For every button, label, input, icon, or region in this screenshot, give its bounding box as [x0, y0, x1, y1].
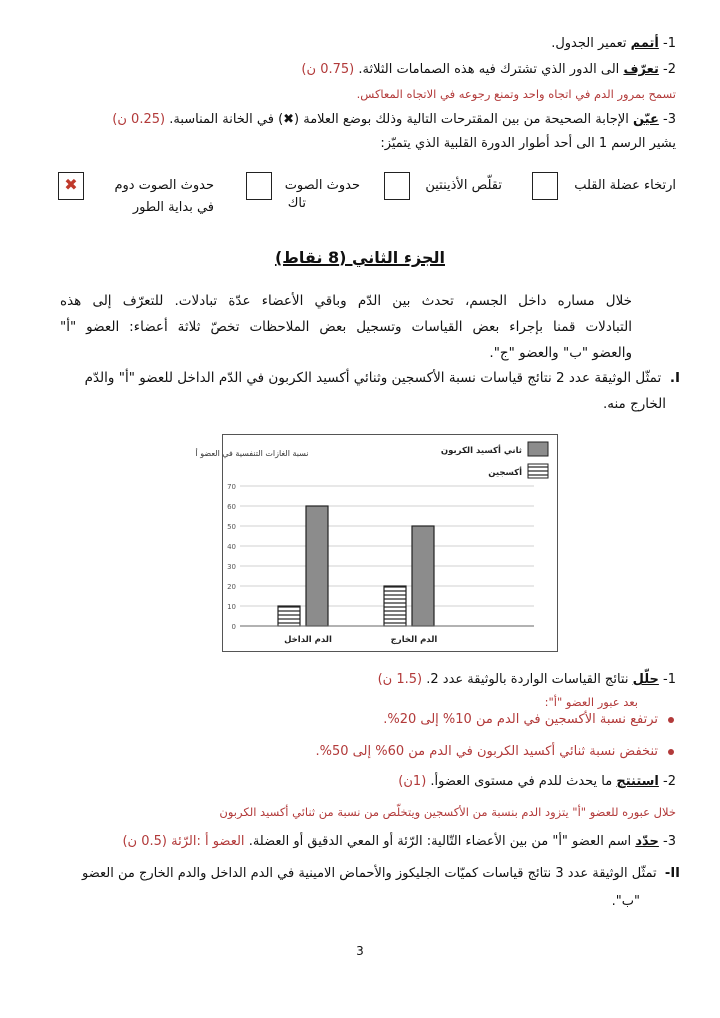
legend-co2-swatch	[528, 442, 548, 456]
chart-category-label: الدم الداخل	[284, 635, 332, 645]
answer-analyze-intro: بعد عبور العضو "أ":	[544, 695, 638, 709]
intro-line-1: خلال مساره داخل الجسم، تحدث بين الدّم وباقي الأعضاء عدّة تبادلات. للتعرّف إلى هذه	[60, 293, 632, 309]
bar-oxygen	[278, 606, 300, 626]
option-4-label-line2: في بداية الطور	[132, 200, 214, 215]
question-1: 1- أتمم تعمير الجدول.	[551, 36, 676, 51]
chart-ytick-label: 50	[227, 523, 236, 531]
chart-ytick-label: 10	[227, 603, 236, 611]
bullet-dot-icon	[668, 749, 674, 755]
legend-o2-swatch	[528, 464, 548, 478]
part-1-line-1: I. تمثّل الوثيقة عدد 2 نتائج قياسات نسبة الأكسجين وثنائي أكسيد الكربون في الدّم الداخل للعضو "أ" والدّم	[84, 370, 680, 386]
option-3-label-line2: تاك	[287, 196, 306, 211]
part-2-line-2: "ب".	[611, 894, 640, 909]
chart-ytick-label: 40	[227, 543, 236, 551]
chart-ytick-label: 60	[227, 503, 236, 511]
option-3-label-line1: حدوث الصوت	[284, 178, 360, 193]
answer-2: تسمح بمرور الدم في اتجاه واحد وتمنع رجوعه في الاتجاه المعاكس.	[356, 87, 676, 101]
answer-analyze-bullet-1: ترتفع نسبة الأكسجين في الدم من 10% إلى 20%.	[383, 712, 674, 727]
bar-co2	[306, 506, 328, 626]
chart-ytick-label: 0	[231, 623, 236, 631]
chart-ylabel-line-1: نسبة الغازات التنفسية في العضو أ	[195, 449, 309, 458]
question-name: 3- حدّد اسم العضو "أ" من بين الأعضاء التّالية: الرّئة أو المعي الدقيق أو العضلة. العضو أ :الرّئة (0.5 ن)	[122, 834, 676, 849]
option-4-checkbox-marked[interactable]: ✖	[58, 172, 84, 200]
chart-ytick-label: 20	[227, 583, 236, 591]
bullet-dot-icon	[668, 717, 674, 723]
answer-analyze-bullet-2: تنخفض نسبة ثنائي أكسيد الكربون في الدم من 60% إلى 50%.	[316, 744, 675, 759]
option-3-checkbox[interactable]	[246, 172, 272, 200]
chart-ytick-label: 30	[227, 563, 236, 571]
question-deduce: 2- استنتج ما يحدث للدم في مستوى العضوأ. (1ن)	[398, 774, 676, 789]
legend-o2-label: أكسجين	[488, 468, 522, 478]
question-analyze: 1- حلّل نتائج القياسات الواردة بالوثيقة عدد 2. (1.5 ن)	[377, 672, 676, 687]
option-1-checkbox[interactable]	[532, 172, 558, 200]
question-3-intro: يشير الرسم 1 الى أحد أطوار الدورة القلبية الذي يتميّز:	[380, 136, 676, 151]
bar-co2	[412, 526, 434, 626]
question-3: 3- عيّن الإجابة الصحيحة من بين المقترحات التالية وذلك بوضع العلامة (✖) في الخانة المناسبة. (0.25 ن)	[112, 112, 676, 127]
part-1-line-2: الخارج منه.	[602, 396, 666, 412]
intro-line-3: والعضو "ب" والعضو "ج".	[489, 345, 632, 361]
bar-oxygen	[384, 586, 406, 626]
part-2-line-1: II- تمثّل الوثيقة عدد 3 نتائج قياسات كميّات الجليكوز والأحماض الامينية في الدم الداخل والدم الخارج من العضو	[82, 866, 680, 881]
page-number: 3	[356, 944, 364, 958]
option-1-label: ارتخاء عضلة القلب	[574, 178, 676, 193]
gas-chart	[195, 434, 558, 652]
chart-category-label: الدم الخارج	[390, 635, 438, 645]
option-2-label: تقلّص الأذينتين	[425, 178, 502, 193]
chart-ytick-label: 70	[227, 483, 236, 491]
legend-co2-label: ثاني أكسيد الكربون	[440, 446, 522, 456]
answer-deduce: خلال عبوره للعضو "أ" يتزود الدم بنسبة من الأكسجين ويتخلّص من نسبة من ثنائي أكسيد الكربون	[219, 805, 676, 819]
section-title: الجزء الثاني (8 نقاط)	[274, 248, 445, 267]
question-2: 2- تعرّف الى الدور الذي تشترك فيه هذه الصمامات الثلاثة. (0.75 ن)	[301, 62, 676, 77]
intro-line-2: التبادلات قمنا بإجراء بعض القياسات وتسجيل بعض الملاحظات تخصّ ثلاثة أعضاء: العضو "أ"	[60, 319, 632, 335]
option-4-label-line1: حدوث الصوت دوم	[114, 178, 214, 193]
option-2-checkbox[interactable]	[384, 172, 410, 200]
